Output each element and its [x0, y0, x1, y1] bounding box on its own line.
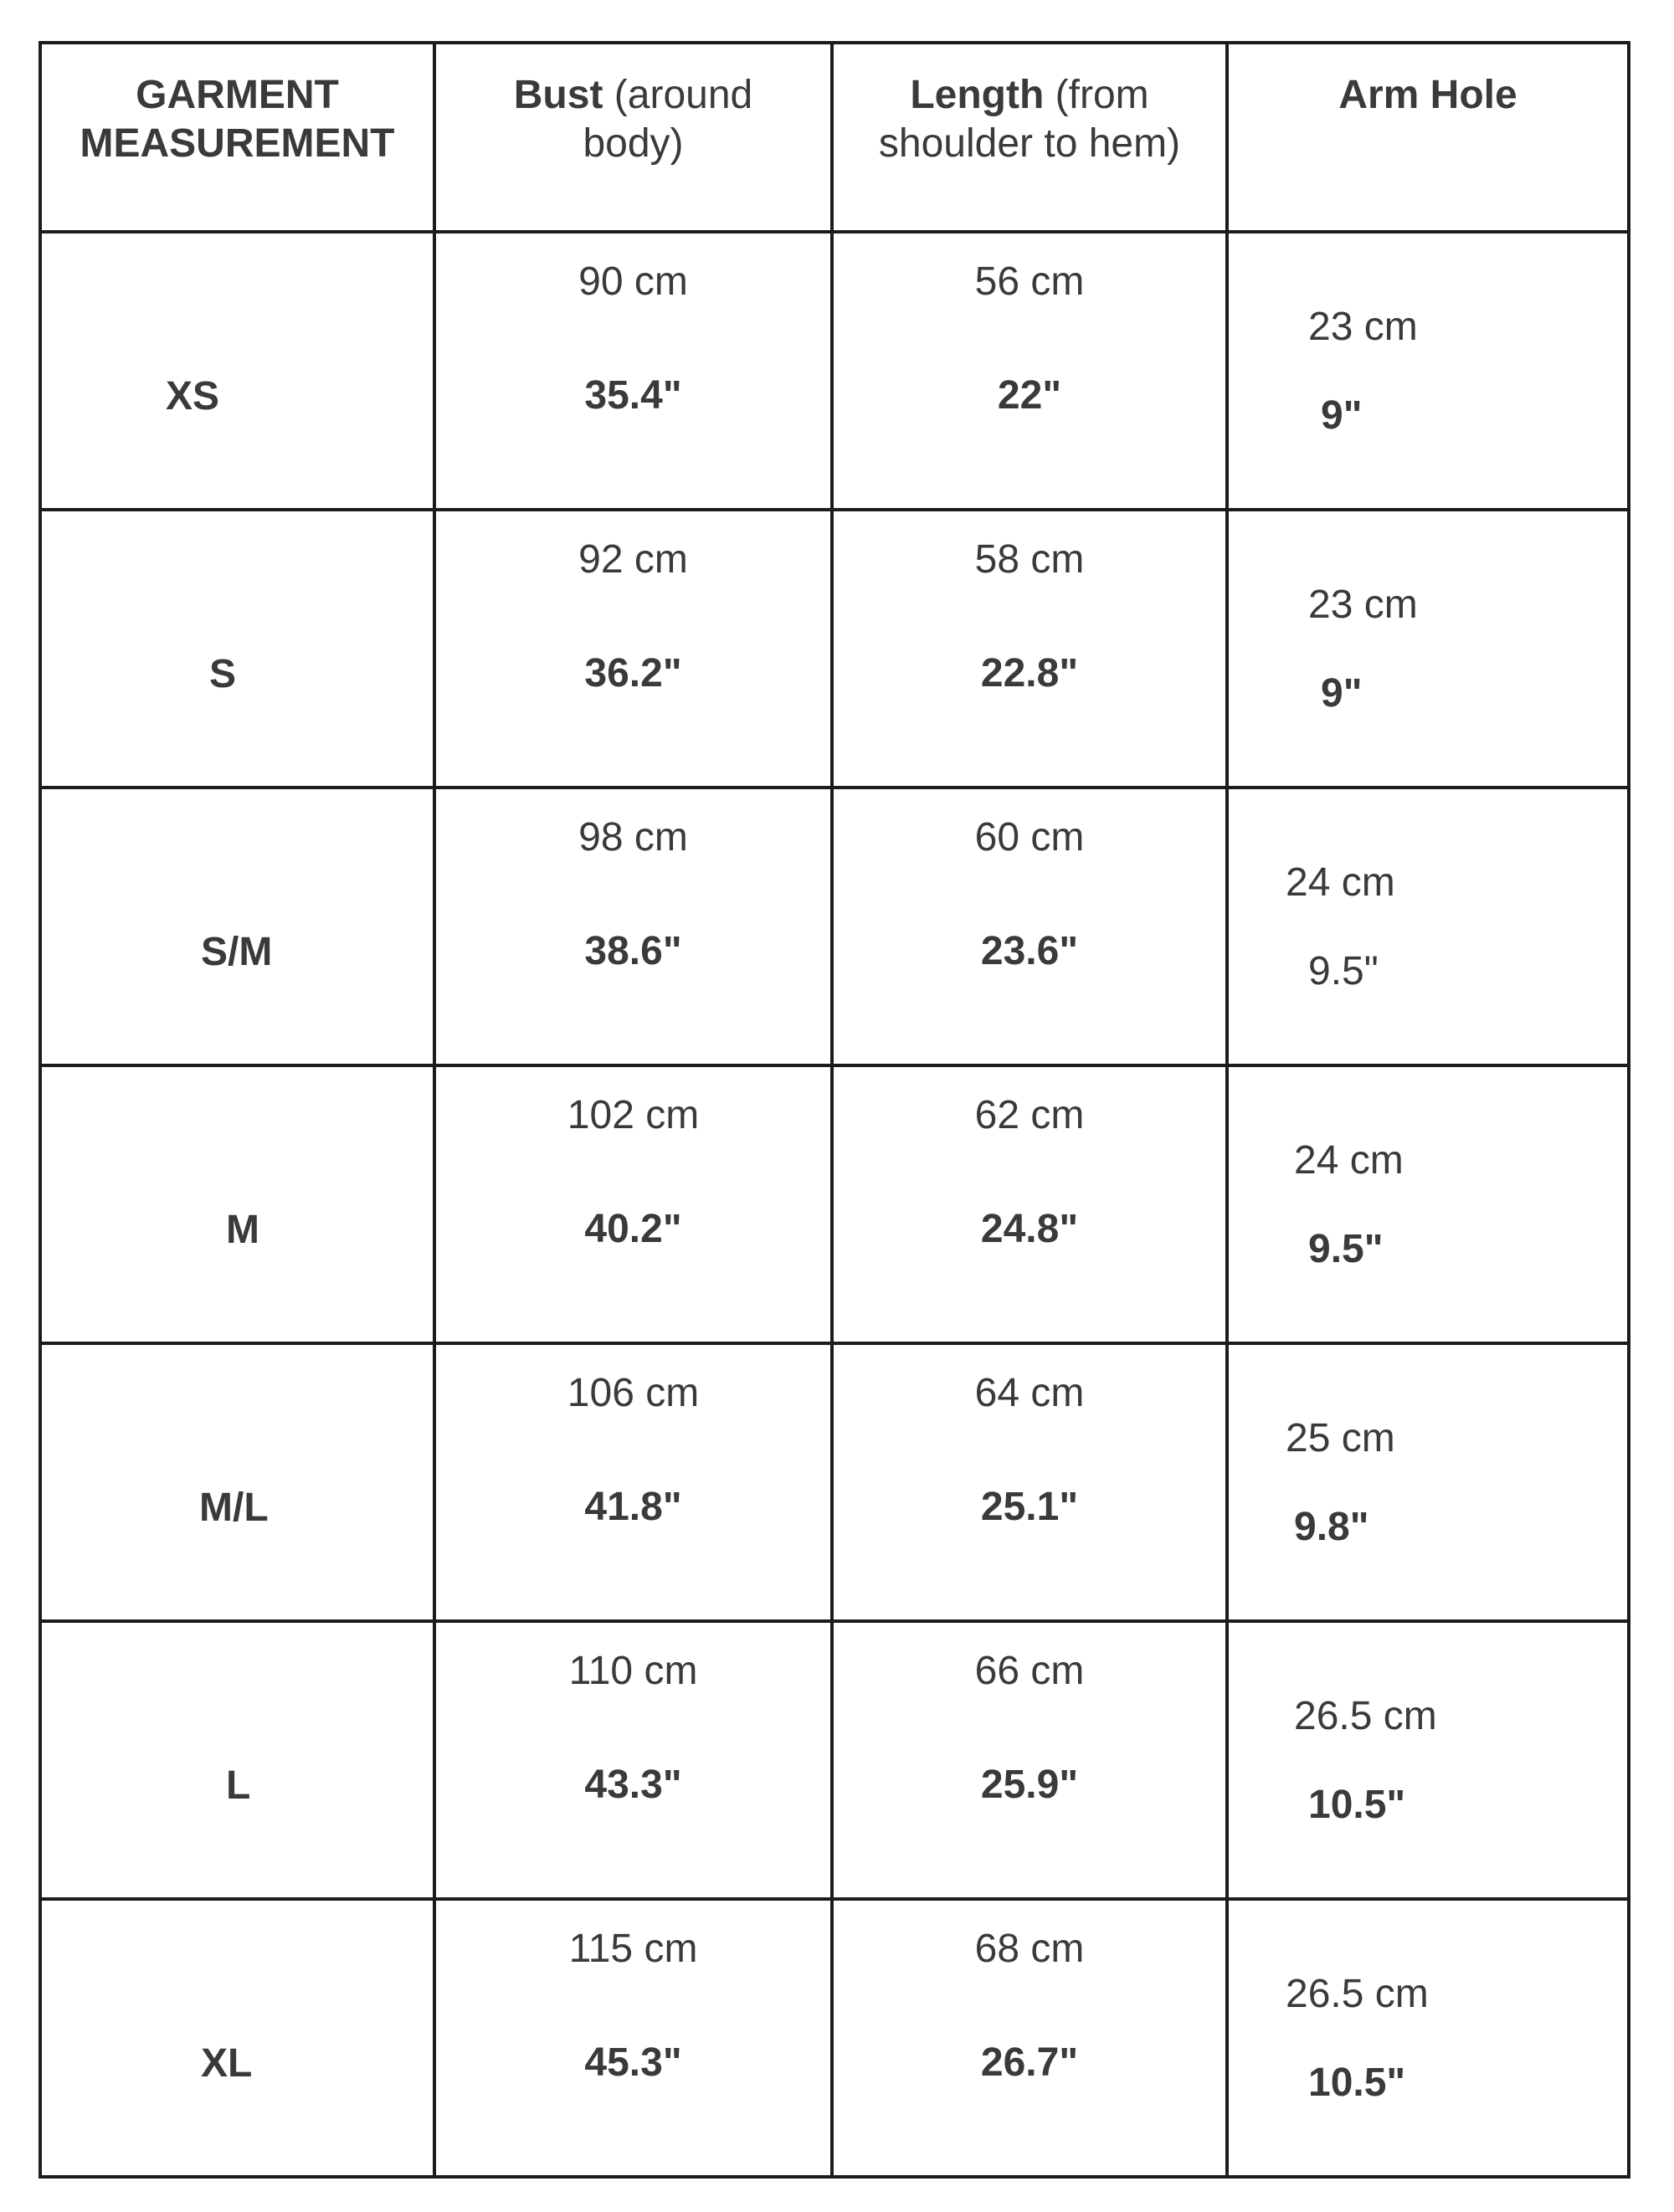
- arm-hole-values: [1229, 1345, 1627, 1619]
- length-values: [834, 234, 1225, 508]
- arm-hole-cm-value: 26.5 cm: [1286, 1972, 1429, 2016]
- arm-hole-cm-value: 23 cm: [1308, 305, 1418, 349]
- length-values: [834, 1623, 1225, 1897]
- length-inch-value: 25.9": [980, 1763, 1079, 1807]
- size-label: XS: [40, 232, 434, 510]
- table-row: [40, 1899, 1629, 2177]
- length-cm-value: 56 cm: [974, 259, 1085, 304]
- length-cm-value: 64 cm: [974, 1371, 1085, 1415]
- bust-cm-value: 102 cm: [567, 1093, 700, 1137]
- arm-hole-cell: [1227, 510, 1629, 788]
- bust-cell: [434, 1343, 832, 1621]
- header-length: [832, 43, 1227, 232]
- header-bust: [434, 43, 832, 232]
- arm-hole-values: [1229, 1623, 1627, 1897]
- bust-cell: [434, 510, 832, 788]
- arm-hole-inch-value: 9.5": [1308, 949, 1379, 993]
- header-garment-line1: GARMENT: [136, 73, 339, 117]
- bust-inch-value: 35.4": [584, 373, 682, 418]
- arm-hole-cell: [1227, 1343, 1629, 1621]
- length-cell: [832, 1899, 1227, 2177]
- size-label: XL: [40, 1899, 434, 2177]
- length-cm-value: 62 cm: [974, 1093, 1085, 1137]
- length-cell: [832, 788, 1227, 1065]
- table-row: [40, 1065, 1629, 1343]
- length-cm-value: 68 cm: [974, 1927, 1085, 1971]
- bust-inch-value: 36.2": [584, 651, 682, 695]
- arm-hole-cell: [1227, 1621, 1629, 1899]
- arm-hole-inch-value: 10.5": [1308, 2061, 1406, 2105]
- arm-hole-cell: [1227, 1065, 1629, 1343]
- header-arm-hole: [1227, 43, 1629, 232]
- length-values: [834, 1345, 1225, 1619]
- arm-hole-cm-value: 24 cm: [1286, 860, 1395, 905]
- bust-values: [436, 511, 830, 786]
- size-label: M/L: [40, 1343, 434, 1621]
- bust-cell: [434, 1621, 832, 1899]
- bust-cm-value: 90 cm: [578, 259, 688, 304]
- bust-cm-value: 115 cm: [568, 1927, 698, 1971]
- header-arm-text: Arm Hole: [1338, 73, 1517, 117]
- length-inch-value: 26.7": [980, 2040, 1079, 2085]
- table-row: [40, 1343, 1629, 1621]
- length-inch-value: 22": [997, 373, 1062, 418]
- header-length-rest1: (from: [1044, 73, 1149, 117]
- arm-hole-inch-value: 9.5": [1308, 1227, 1384, 1271]
- arm-hole-inch-value: 9": [1321, 393, 1363, 438]
- arm-hole-cell: [1227, 1899, 1629, 2177]
- length-values: [834, 1901, 1225, 2175]
- length-cm-value: 60 cm: [974, 815, 1085, 860]
- arm-hole-cm-value: 26.5 cm: [1294, 1694, 1437, 1738]
- table-row: [40, 510, 1629, 788]
- header-garment-measurement: [40, 43, 434, 232]
- length-inch-value: 22.8": [980, 651, 1079, 695]
- arm-hole-values: [1229, 1901, 1627, 2175]
- arm-hole-cell: [1227, 232, 1629, 510]
- bust-cm-value: 106 cm: [567, 1371, 700, 1415]
- arm-hole-inch-value: 9.8": [1294, 1505, 1369, 1549]
- bust-cell: [434, 232, 832, 510]
- arm-hole-values: [1229, 1067, 1627, 1342]
- bust-inch-value: 45.3": [584, 2040, 682, 2085]
- header-garment-line2: MEASUREMENT: [80, 121, 395, 166]
- bust-values: [436, 1623, 830, 1897]
- bust-cell: [434, 1899, 832, 2177]
- size-label: L: [40, 1621, 434, 1899]
- arm-hole-values: [1229, 234, 1627, 508]
- length-cell: [832, 232, 1227, 510]
- arm-hole-inch-value: 9": [1321, 671, 1363, 716]
- bust-values: [436, 234, 830, 508]
- length-cm-value: 66 cm: [974, 1649, 1085, 1693]
- bust-values: [436, 789, 830, 1064]
- bust-inch-value: 41.8": [584, 1485, 682, 1529]
- arm-hole-cell: [1227, 788, 1629, 1065]
- bust-values: [436, 1901, 830, 2175]
- size-label: M: [40, 1065, 434, 1343]
- length-inch-value: 25.1": [980, 1485, 1079, 1529]
- header-bust-rest2: body): [583, 121, 684, 166]
- length-cell: [832, 1621, 1227, 1899]
- size-label: S/M: [40, 788, 434, 1065]
- length-cell: [832, 1343, 1227, 1621]
- length-inch-value: 24.8": [980, 1207, 1079, 1251]
- length-cm-value: 58 cm: [974, 537, 1085, 582]
- arm-hole-cm-value: 24 cm: [1294, 1138, 1404, 1183]
- arm-hole-values: [1229, 511, 1627, 786]
- bust-cell: [434, 788, 832, 1065]
- table-row: [40, 232, 1629, 510]
- table-row: [40, 788, 1629, 1065]
- length-cell: [832, 1065, 1227, 1343]
- bust-inch-value: 38.6": [584, 929, 682, 973]
- header-bust-bold: Bust: [513, 73, 603, 117]
- length-inch-value: 23.6": [980, 929, 1079, 973]
- arm-hole-values: [1229, 789, 1627, 1064]
- length-values: [834, 511, 1225, 786]
- size-label: S: [40, 510, 434, 788]
- bust-cm-value: 110 cm: [568, 1649, 698, 1693]
- bust-cell: [434, 1065, 832, 1343]
- header-bust-rest1: (around: [603, 73, 753, 117]
- bust-cm-value: 92 cm: [578, 537, 688, 582]
- header-length-rest2: shoulder to hem): [878, 121, 1181, 166]
- bust-inch-value: 43.3": [584, 1763, 682, 1807]
- header-length-bold: Length: [910, 73, 1045, 117]
- length-values: [834, 789, 1225, 1064]
- bust-values: [436, 1345, 830, 1619]
- arm-hole-inch-value: 10.5": [1308, 1783, 1406, 1827]
- size-chart-table: [39, 41, 1630, 2179]
- arm-hole-cm-value: 23 cm: [1308, 583, 1418, 627]
- table-row: [40, 1621, 1629, 1899]
- bust-cm-value: 98 cm: [578, 815, 688, 860]
- bust-values: [436, 1067, 830, 1342]
- header-row: [40, 43, 1629, 232]
- arm-hole-cm-value: 25 cm: [1286, 1416, 1395, 1460]
- length-cell: [832, 510, 1227, 788]
- bust-inch-value: 40.2": [584, 1207, 682, 1251]
- length-values: [834, 1067, 1225, 1342]
